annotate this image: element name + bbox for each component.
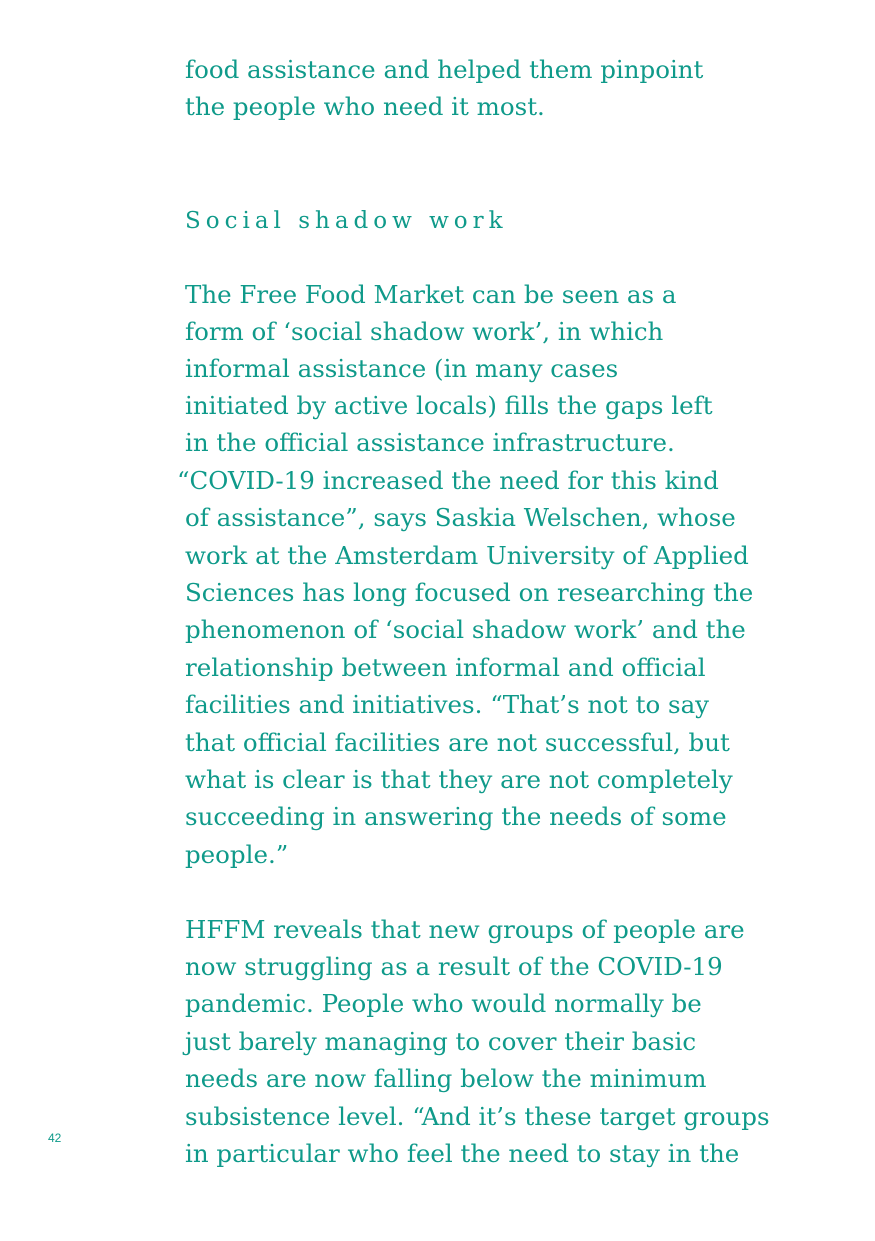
text-line: in particular who feel the need to stay in the bbox=[185, 1139, 740, 1168]
text-line: what is clear is that they are not completely bbox=[185, 765, 733, 794]
text-line: just barely managing to cover their basic bbox=[185, 1027, 697, 1056]
text-line: now struggling as a result of the COVID-19 bbox=[185, 952, 723, 981]
text-line: subsistence level. “And it’s these target groups bbox=[185, 1102, 770, 1131]
text-line: of assistance”, says Saskia Welschen, whose bbox=[185, 503, 736, 532]
text-line: facilities and initiatives. “That’s not to say bbox=[185, 690, 710, 719]
text-line: needs are now falling below the minimum bbox=[185, 1064, 707, 1093]
text-line: succeeding in answering the needs of some bbox=[185, 802, 727, 831]
text-line: The Free Food Market can be seen as a bbox=[185, 280, 677, 309]
text-line: relationship between informal and official bbox=[185, 653, 706, 682]
text-line: in the official assistance infrastructure. bbox=[185, 428, 675, 457]
text-line: initiated by active locals) fills the gaps left bbox=[185, 391, 713, 420]
text-line: “COVID-19 increased the need for this kind bbox=[177, 466, 719, 495]
text-line: Sciences has long focused on researching the bbox=[185, 578, 754, 607]
text-line: informal assistance (in many cases bbox=[185, 354, 619, 383]
text-line: form of ‘social shadow work’, in which bbox=[185, 317, 664, 346]
text-line: that official facilities are not successful, but bbox=[185, 728, 730, 757]
text-line: pandemic. People who would normally be bbox=[185, 989, 702, 1018]
text-line: food assistance and helped them pinpoint bbox=[185, 55, 704, 84]
text-line: people.” bbox=[185, 840, 289, 869]
page-number: 42 bbox=[48, 1131, 62, 1145]
text-line: the people who need it most. bbox=[185, 92, 545, 121]
text-line: phenomenon of ‘social shadow work’ and the bbox=[185, 615, 746, 644]
text-line: HFFM reveals that new groups of people are bbox=[185, 915, 745, 944]
text-line: work at the Amsterdam University of Applied bbox=[185, 541, 749, 570]
section-heading: Social shadow work bbox=[185, 208, 508, 234]
